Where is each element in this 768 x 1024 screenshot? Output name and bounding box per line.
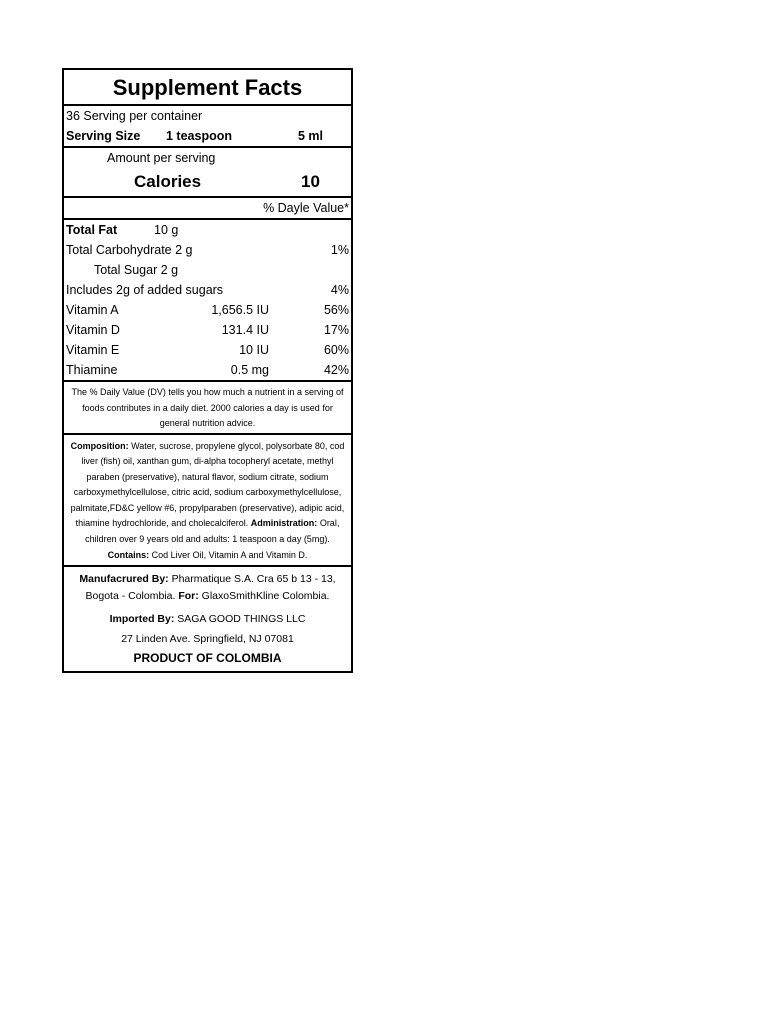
importer-label: Imported By: [109,613,175,626]
nutrient-row [64,340,351,360]
servings-per-container: 36 Serving per container [66,109,203,123]
nutrient-name: Vitamin E [66,343,120,357]
amount-per-serving-row [64,148,351,168]
nutrient-row [64,360,351,380]
serving-info [64,106,351,148]
serving-size-amount: 1 teaspoon [166,129,232,143]
calories-section [64,148,351,198]
nutrient-row [64,240,351,260]
manufacturer-label: Manufacrured By: [79,573,169,586]
nutrient-amount: 10 g [154,223,179,237]
nutrient-row [64,300,351,320]
nutrient-dv: 1% [330,243,349,257]
composition-label: Composition: [70,440,129,451]
administration-text: Oral, children over 9 years old and adults: 1 teaspoon a day (5mg). [85,518,340,545]
for-label: For: [178,590,199,603]
supplement-facts-label [62,68,353,673]
nutrient-name: Total Carbohydrate 2 g [66,243,193,257]
nutrient-name: Includes 2g of added sugars [66,283,224,297]
serving-size-label: Serving Size [66,129,141,143]
nutrient-row [64,320,351,340]
nutrient-name: Total Fat [66,223,118,237]
nutrient-amount: 1,656.5 IU [211,303,269,317]
nutrient-dv: 60% [323,343,349,357]
nutrients-section [64,220,351,382]
calories-label: Calories [134,172,202,191]
administration-label: Administration: [250,518,318,529]
dv-footnote: The % Daily Value (DV) tells you how much a nutrient in a serving of foods contributes in a daily diet. 2000 calories a day is used for general nutrition advice. [64,382,351,435]
amount-per-serving: Amount per serving [107,151,216,165]
importer-line [64,609,351,629]
calories-value: 10 [301,172,320,191]
dv-header: % Dayle Value* [263,201,349,215]
servings-per-container-row [64,106,351,126]
nutrient-dv: 4% [330,283,349,297]
nutrient-amount: 0.5 mg [230,363,269,377]
composition-section [64,435,351,568]
nutrient-name: Total Sugar 2 g [94,263,179,277]
nutrient-name: Vitamin D [66,323,120,337]
label-title: Supplement Facts [64,70,351,106]
nutrient-row [64,280,351,300]
importer-text: SAGA GOOD THINGS LLC [177,613,306,626]
product-origin: PRODUCT OF COLOMBIA [133,651,282,666]
manufacturer-text: Pharmatique S.A. Cra 65 b 13 - 13, Bogota - Colombia. [85,573,336,603]
nutrient-dv: 42% [323,363,349,377]
nutrient-amount: 131.4 IU [221,323,269,337]
serving-size-volume: 5 ml [298,129,324,143]
contains-label: Contains: [107,549,150,560]
nutrient-row [64,260,351,280]
nutrient-dv: 56% [323,303,349,317]
nutrient-name: Vitamin A [66,303,119,317]
nutrient-dv: 17% [323,323,349,337]
nutrient-row [64,220,351,240]
dv-header-section [64,198,351,220]
nutrient-amount: 10 IU [239,343,269,357]
manufacturer-section [64,567,351,671]
dv-header-row [64,198,351,218]
for-text: GlaxoSmithKline Colombia. [201,590,330,603]
contains-text: Cod Liver Oil, Vitamin A and Vitamin D. [151,549,308,560]
importer-address: 27 Linden Ave. Springfield, NJ 07081 [121,633,294,646]
serving-size-row [64,126,351,146]
manufacturer-line [64,569,351,605]
calories-row [64,168,351,196]
nutrient-name: Thiamine [66,363,118,377]
composition-text: Water, sucrose, propylene glycol, polysorbate 80, cod liver (fish) oil, xanthan gum, di-alpha tocopheryl acetate, methyl paraben (preservative), natural flavor, sodium citrate, sodium carboxymethylcellulose, citric acid, sodium carboxymethylcellulose, palmitate,FD&C yellow #6, propylparaben (preservative), adipic acid, thiamine hydrochloride, and cholecalciferol. [70,440,345,529]
